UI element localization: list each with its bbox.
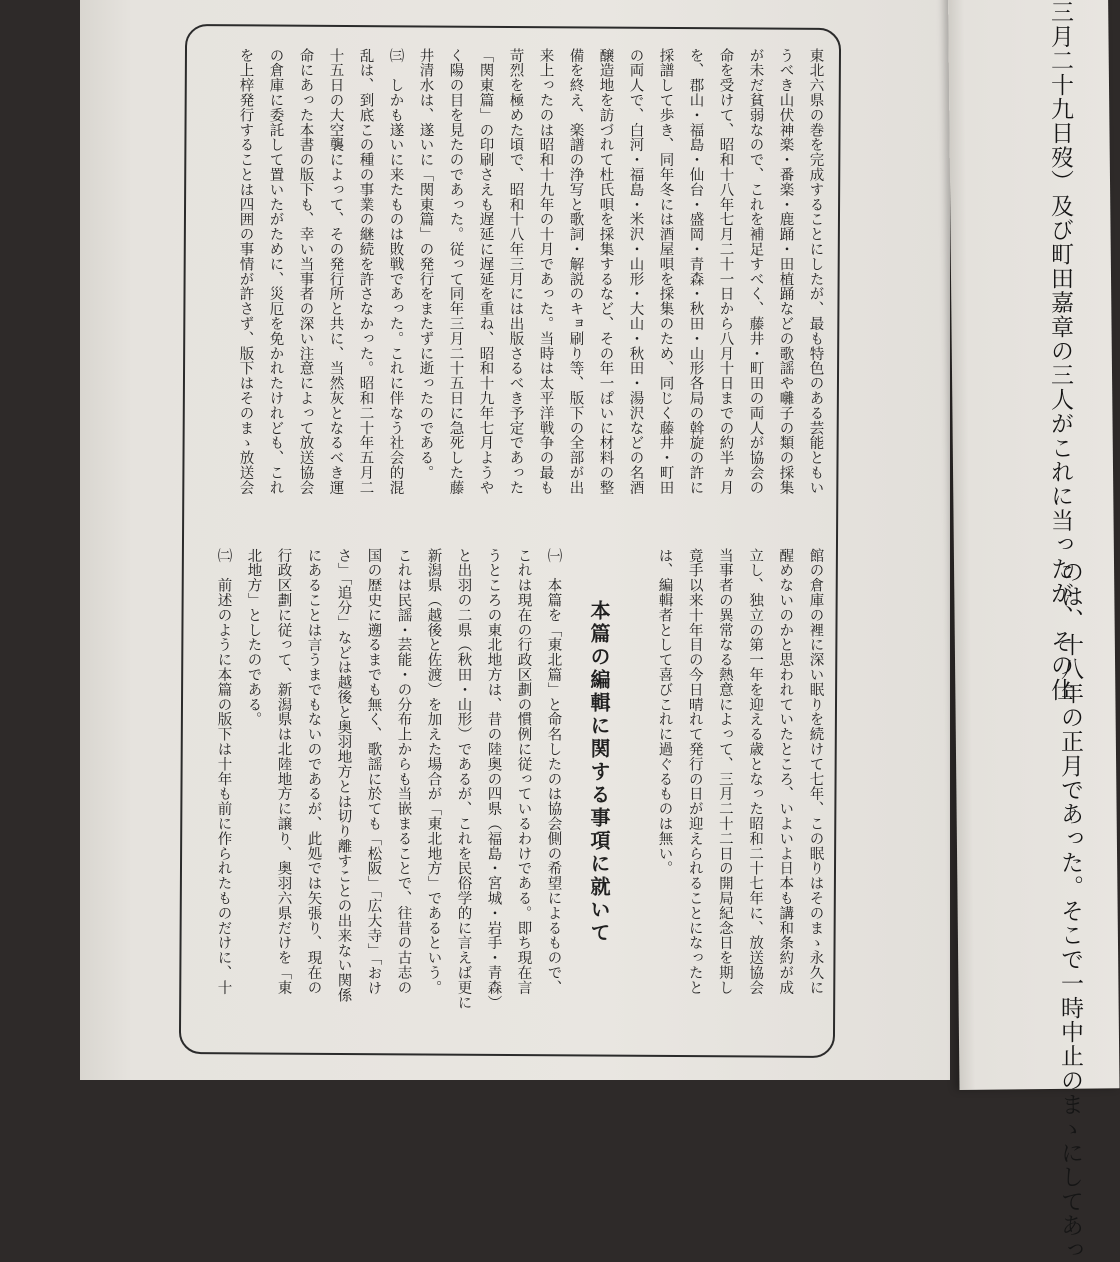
text-line: 乱は、到底この種の事業の継続を許さなかった。昭和二十年五月二 — [357, 48, 374, 495]
text-line: これは現在の行政区劃の慣例に従っているわけである。即ち現在言 — [515, 548, 532, 995]
text-line: 竟手以来十年目の今日晴れて発行の日が迎えられることになったと — [686, 548, 703, 995]
text-line: 備を終え、楽譜の浄写と歌詞・解説のキョ刷り等、版下の全部が出 — [567, 48, 584, 495]
text-line: 井清水は、遂いに「関東篇」の発行をまたずに逝ったのである。 — [417, 48, 434, 481]
facing-page-line: 三月二十九日歿）及び町田嘉章の三人がこれに当ったが、その仕 — [1047, 0, 1073, 702]
text-line: は、編輯者として喜びこれに過ぐるものは無い。 — [656, 548, 673, 876]
text-line: さ」「追分」などは越後と奥羽地方とは切り離すことの出来ない関係 — [335, 548, 352, 1003]
text-line: く陽の目を見たのであった。従って同年三月二十五日に急死した藤 — [447, 48, 464, 495]
text-line: これは民謡・芸能・の分布上からも当嵌まることで、往昔の古志の — [395, 548, 412, 995]
text-line: 立し、独立の第一年を迎える歳となった昭和二十七年に、放送協会 — [747, 548, 764, 995]
text-line: 行政区劃に従って、新潟県は北陸地方に譲り、奥羽六県だけを「東 — [275, 548, 292, 995]
text-line: 新潟県（越後と佐渡）を加えた場合が「東北地方」であるという。 — [425, 548, 442, 995]
facing-page — [948, 0, 1120, 1262]
text-line: うべき山伏神楽・番楽・鹿踊・田植踊などの歌謡や囃子の類の採集 — [777, 48, 794, 495]
text-line: 命にあった本書の版下も、幸い当事者の深い注意によって放送協会 — [297, 48, 314, 495]
text-line: の倉庫に委託して置いたがために、災厄を免かれたけれども、これ — [267, 48, 284, 495]
text-line: 苛烈を極めた頃で、昭和十八年三月には出版さるべき予定であった — [507, 48, 524, 495]
text-line: 館の倉庫の裡に深い眠りを続けて七年、この眠りはそのまゝ永久に — [807, 548, 824, 995]
text-line: 「関東篇」の印刷さえも遅延に遅延を重ね、昭和十九年七月ようや — [477, 48, 494, 495]
text-line: ㈢ しかも遂いに来たものは敗戦であった。これに伴なう社会的混 — [387, 48, 404, 495]
text-line: 当事者の異常なる熱意によって、三月二十二日の開局紀念日を期し — [716, 548, 733, 995]
text-line: ㈡ 前述のように本篇の版下は十年も前に作られたものだけに、十 — [215, 548, 232, 995]
text-line: を上梓発行することは四囲の事情が許さず、版下はそのまゝ放送会 — [237, 48, 254, 495]
text-line: 国の歴史に遡るまでも無く、歌謡に於ても「松阪」「広大寺」「おけ — [365, 548, 382, 996]
text-line: が未だ貧弱なので、これを補足すべく、藤井・町田の両人が協会の — [747, 48, 764, 495]
text-line: 東北六県の巻を完成することにしたが、最も特色のある芸能ともい — [807, 48, 824, 495]
text-line: と出羽の二県（秋田・山形）であるが、これを民俗学的に言えば更に — [455, 548, 472, 1010]
text-line: の両人で、白河・福島・米沢・山形・大山・秋田・湯沢などの名酒 — [627, 48, 644, 495]
text-line: 醸造地を訪づれて杜氏唄を採集するなど、その年一ぱいに材料の整 — [597, 48, 614, 495]
text-line: を、郡山・福島・仙台・盛岡・青森・秋田・山形各局の斡旋の許に — [687, 48, 704, 495]
text-line: 北地方」としたのである。 — [245, 548, 262, 727]
text-line: 醒めないのかと思われていたところ、いよいよ日本も講和条約が成 — [777, 548, 794, 995]
section-heading: 本篇の編輯に関する事項に就いて — [587, 600, 611, 945]
text-line: うところの東北地方は、昔の陸奥の四県（福島・宮城・岩手・青森） — [485, 548, 502, 1010]
text-line: 十五日の大空襲によって、その発行所と共に、当然灰となるべき運 — [327, 48, 344, 495]
text-line: 命を受けて、昭和十八年七月二十一日から八月十日までの約半ヵ月 — [717, 48, 734, 495]
text-line: にあることは言うまでもないのであるが、此処では矢張り、現在の — [305, 548, 322, 995]
text-line: 来上ったのは昭和十九年の十月であった。当時は太平洋戦争の最も — [537, 48, 554, 495]
facing-page-line: のは、十八年の正月であった。そこで一時中止のまゝにしてあっ — [1057, 560, 1083, 1262]
text-line: ㈠ 本篇を「東北篇」と命名したのは協会側の希望によるもので、 — [545, 548, 562, 995]
text-line: 採譜して歩き、同年冬には酒屋唄を採集のため、同じく藤井・町田 — [657, 48, 674, 495]
